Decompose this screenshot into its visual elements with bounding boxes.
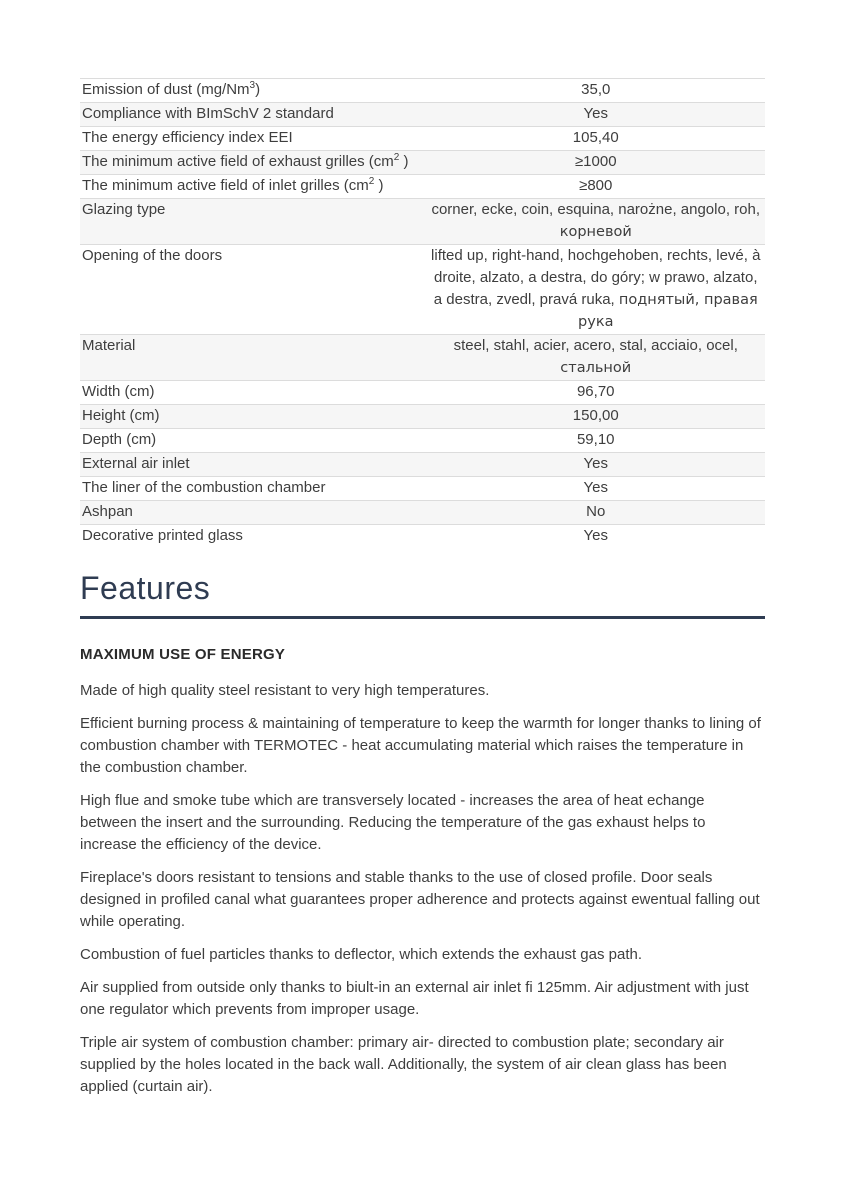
row-value-text: 96,70	[576, 383, 615, 400]
row-value	[423, 103, 766, 126]
row-label	[80, 525, 423, 548]
row-value-text: steel, stahl, acier, acero, stal, acciaio, ocel,	[453, 337, 738, 354]
feature-paragraph: High flue and smoke tube which are transversely located - increases the area of heat echange between the insert and the surrounding. Reducing the temperature of the gas exhaust helps to increase the efficiency of the device.	[80, 792, 706, 853]
row-label	[80, 501, 423, 524]
row-label-post: )	[399, 153, 409, 170]
row-value-text: ≥1000	[574, 153, 617, 170]
table-row	[80, 500, 765, 524]
row-label	[80, 405, 423, 428]
row-value-text: 105,40	[572, 129, 619, 146]
row-value	[423, 245, 766, 334]
row-label-text: Depth (cm)	[82, 431, 157, 448]
row-label	[80, 335, 423, 380]
row-label	[80, 453, 423, 476]
row-value	[423, 151, 766, 174]
feature-paragraph: Efficient burning process & maintaining of temperature to keep the warmth for longer thanks to lining of combustion chamber with TERMOTEC - heat accumulating material which raises the temperature in the combustion chamber.	[80, 715, 761, 776]
row-label-text: Height (cm)	[82, 407, 160, 424]
row-value	[423, 199, 766, 244]
row-value-text: 59,10	[576, 431, 615, 448]
row-label	[80, 245, 423, 334]
features-body	[80, 680, 765, 1098]
row-label-text: Material	[82, 337, 136, 354]
row-label-text: The minimum active field of exhaust grilles (cm	[82, 153, 394, 170]
row-label-superscript: 2	[393, 152, 400, 163]
row-value-cyrillic: поднятый, правая рука	[578, 292, 758, 330]
row-label	[80, 103, 423, 126]
row-label-post: )	[255, 81, 261, 98]
row-value-text: Yes	[583, 479, 608, 496]
row-value	[423, 127, 766, 150]
table-row	[80, 78, 765, 102]
feature-paragraph: Combustion of fuel particles thanks to deflector, which extends the exhaust gas path.	[80, 946, 642, 963]
row-value	[423, 335, 766, 380]
row-value	[423, 79, 766, 102]
row-value	[423, 429, 766, 452]
row-label	[80, 477, 423, 500]
row-value-text: Yes	[583, 455, 608, 472]
table-row	[80, 404, 765, 428]
row-label-post: )	[374, 177, 384, 194]
table-row	[80, 524, 765, 548]
row-label-superscript: 3	[249, 80, 256, 91]
features-heading: Features	[80, 569, 765, 619]
row-value-text: lifted up, right-hand, hochgehoben, rechts, levé, à droite, alzato, a destra, do góry; w prawo, alzato, a destra, zvedl, pravá ruka,	[431, 247, 761, 308]
row-value-cyrillic: корневой	[559, 224, 632, 240]
table-row	[80, 126, 765, 150]
row-value-text: Yes	[583, 105, 608, 122]
table-row	[80, 102, 765, 126]
row-value-cyrillic: стальной	[560, 360, 632, 376]
feature-paragraph: Made of high quality steel resistant to very high temperatures.	[80, 682, 490, 699]
table-row	[80, 174, 765, 198]
row-value-text: ≥800	[579, 177, 613, 194]
row-label-text: Opening of the doors	[82, 247, 223, 264]
row-label	[80, 429, 423, 452]
row-label-text: External air inlet	[82, 455, 190, 472]
table-row	[80, 380, 765, 404]
row-label-text: The liner of the combustion chamber	[82, 479, 326, 496]
row-value-text: No	[586, 503, 606, 520]
row-value	[423, 525, 766, 548]
table-row	[80, 476, 765, 500]
row-label-text: The energy efficiency index EEI	[82, 129, 293, 146]
row-value	[423, 477, 766, 500]
row-label	[80, 127, 423, 150]
row-label-text: Compliance with BImSchV 2 standard	[82, 105, 334, 122]
row-value	[423, 453, 766, 476]
table-row	[80, 428, 765, 452]
row-value	[423, 501, 766, 524]
row-value-text: 150,00	[572, 407, 619, 424]
table-row	[80, 198, 765, 244]
row-label-text: Ashpan	[82, 503, 133, 520]
row-label-text: Glazing type	[82, 201, 166, 218]
table-row	[80, 334, 765, 380]
row-value-text: 35,0	[581, 81, 611, 98]
row-label	[80, 151, 423, 174]
row-label	[80, 199, 423, 244]
feature-paragraph: Triple air system of combustion chamber: primary air- directed to combustion plate; secondary air supplied by the holes located in the back wall. Additionally, the system of air clean glass has been applied (curtain air).	[80, 1034, 727, 1095]
row-value	[423, 175, 766, 198]
row-value	[423, 405, 766, 428]
row-label-text: Emission of dust (mg/Nm	[82, 81, 250, 98]
row-label-text: The minimum active field of inlet grilles (cm	[82, 177, 369, 194]
row-label	[80, 175, 423, 198]
row-label-text: Decorative printed glass	[82, 527, 243, 544]
feature-paragraph: Air supplied from outside only thanks to biult-in an external air inlet fi 125mm. Air adjustment with just one regulator which prevents from improper usage.	[80, 979, 749, 1018]
row-value-text: corner, ecke, coin, esquina, narożne, angolo, roh,	[431, 201, 761, 218]
table-row	[80, 150, 765, 174]
spec-table	[80, 78, 765, 548]
features-subheading: MAXIMUM USE OF ENERGY	[80, 646, 286, 663]
row-label-text: Width (cm)	[82, 383, 155, 400]
row-label	[80, 79, 423, 102]
row-label-superscript: 2	[368, 176, 375, 187]
row-value-text: Yes	[583, 527, 608, 544]
row-value	[423, 381, 766, 404]
table-row	[80, 244, 765, 334]
table-row	[80, 452, 765, 476]
feature-paragraph: Fireplace's doors resistant to tensions and stable thanks to the use of closed profile. Door seals designed in profiled canal what guarantees proper adherence and protects against ewentual falling out while operating.	[80, 869, 760, 930]
row-label	[80, 381, 423, 404]
